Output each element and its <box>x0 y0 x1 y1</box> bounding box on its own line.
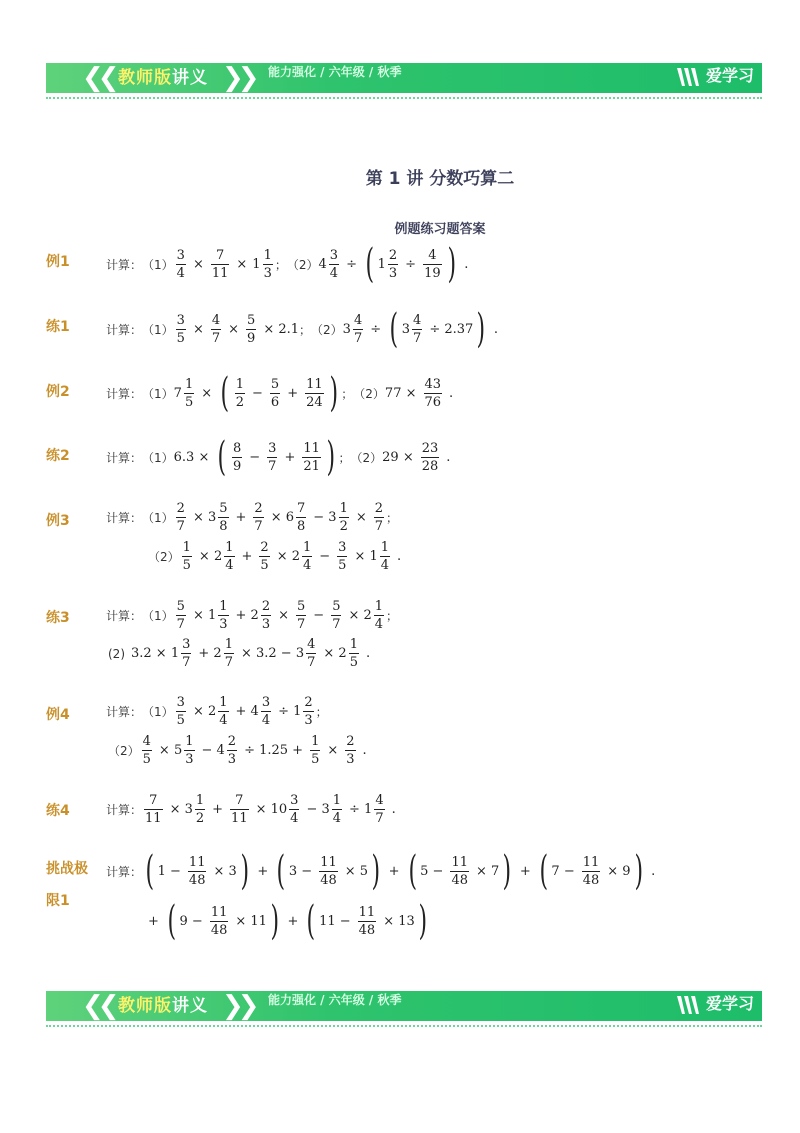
header-dashed-line <box>46 97 762 99</box>
problem-expression: 计算： $\frac{7}{11}$ × 3 $\frac{1}{2}$ + $\frac{7}{11}$ × 10 $\frac{3}{4}$ − 3 $\frac{1}{4}$ ÷ 1 $\frac{4}{7}$ . <box>106 793 396 826</box>
brand-logo: 爱学习 <box>675 991 754 1021</box>
brand-logo: 爱学习 <box>675 63 754 93</box>
problem-expression: 计算： （1） 6.3 × ( $\frac{8}{9}$ − $\frac{3}{7}$ + $\frac{11}{21}$ ) ； （2） 29 × $\frac{23}{28}$ . <box>106 434 451 480</box>
problem-expression: (2) 3.2 × 1 $\frac{3}{7}$ + 2 $\frac{1}{7}$ × 3.2 − 3 $\frac{4}{7}$ × 2 $\frac{1}{5}$ . <box>108 637 371 670</box>
problem-expression: 计算： （1） $\frac{5}{7}$ × 1 $\frac{1}{3}$ + 2 $\frac{2}{3}$ × $\frac{5}{7}$ − $\frac{5}{7}$ × 2 $\frac{1}{4}$ ； <box>106 599 399 632</box>
problem-expression: 计算： （1） $\frac{3}{4}$ × $\frac{7}{11}$ × 1 $\frac{1}{3}$ ； （2） 4 $\frac{3}{4}$ ÷ ( 1 $\frac{2}{3}$ ÷ $\frac{4}{19}$ ) . <box>106 241 469 287</box>
section-title: 例题练习题答案 <box>394 222 486 237</box>
problem-label: 例3 <box>46 513 70 529</box>
problem-expression: 计算： （1） $\frac{3}{5}$ × $\frac{4}{7}$ × $\frac{5}{9}$ × 2.1 ； （2） 3 $\frac{4}{7}$ ÷ ( 3 $\frac{4}{7}$ ÷ 2.37 ) . <box>106 306 499 352</box>
problem-expression: + ( 9 − $\frac{11}{48}$ × 11 ) + ( 11 − $\frac{11}{48}$ × 13 ) <box>148 898 427 944</box>
double-chevron-right-icon: ❯❯ <box>222 63 254 93</box>
footer-subtitle: 能力强化 / 六年级 / 秋季 <box>268 993 402 1007</box>
double-chevron-left-icon: ❮❮ <box>82 991 114 1021</box>
problem-label: 练3 <box>46 610 70 626</box>
problem-expression: 计算： ( 1 − $\frac{11}{48}$ × 3 ) + ( 3 − $\frac{11}{48}$ × 5 ) + ( 5 − $\frac{11}{48}$ × 7 ) + ( 7 − $\frac{11}{48}$ × 9 ) . <box>106 848 656 894</box>
problem-label: 例1 <box>46 254 70 270</box>
brand-mark-icon <box>675 994 703 1016</box>
footer-dashed-line <box>46 1025 762 1027</box>
double-chevron-left-icon: ❮❮ <box>82 63 114 93</box>
problem-expression: 计算： （1） $\frac{2}{7}$ × 3 $\frac{5}{8}$ + $\frac{2}{7}$ × 6 $\frac{7}{8}$ − 3 $\frac{1}{2}$ × $\frac{2}{7}$ ； <box>106 501 399 534</box>
problem-label: 例2 <box>46 384 70 400</box>
brand-mark-icon <box>675 66 703 88</box>
problem-label: 挑战极 <box>46 861 88 877</box>
problem-expression: 计算： （1） 7 $\frac{1}{5}$ × ( $\frac{1}{2}$ − $\frac{5}{6}$ + $\frac{11}{24}$ ) ； （2） 77 × $\frac{43}{76}$ . <box>106 370 454 416</box>
problem-label: 限1 <box>46 893 70 909</box>
header-banner <box>46 63 762 93</box>
problem-label: 练2 <box>46 448 70 464</box>
problem-expression: 计算： （1） $\frac{3}{5}$ × 2 $\frac{1}{4}$ + 4 $\frac{3}{4}$ ÷ 1 $\frac{2}{3}$ ； <box>106 695 328 728</box>
footer-banner <box>46 991 762 1021</box>
problem-expression: （2） $\frac{1}{5}$ × 2 $\frac{1}{4}$ + $\frac{2}{5}$ × 2 $\frac{1}{4}$ − $\frac{3}{5}$ × 1 $\frac{1}{4}$ . <box>148 540 402 573</box>
lecture-title: 第 1 讲 分数巧算二 <box>365 169 515 189</box>
problem-label: 例4 <box>46 707 70 723</box>
problem-expression: （2） $\frac{4}{5}$ × 5 $\frac{1}{3}$ − 4 $\frac{2}{3}$ ÷ 1.25 + $\frac{1}{5}$ × $\frac{2}{3}$ . <box>108 734 367 767</box>
problem-label: 练4 <box>46 803 70 819</box>
problem-label: 练1 <box>46 319 70 335</box>
header-subtitle: 能力强化 / 六年级 / 秋季 <box>268 65 402 79</box>
double-chevron-right-icon: ❯❯ <box>222 991 254 1021</box>
footer-title: 教师版讲义 <box>118 996 208 1016</box>
header-title: 教师版讲义 <box>118 68 208 88</box>
